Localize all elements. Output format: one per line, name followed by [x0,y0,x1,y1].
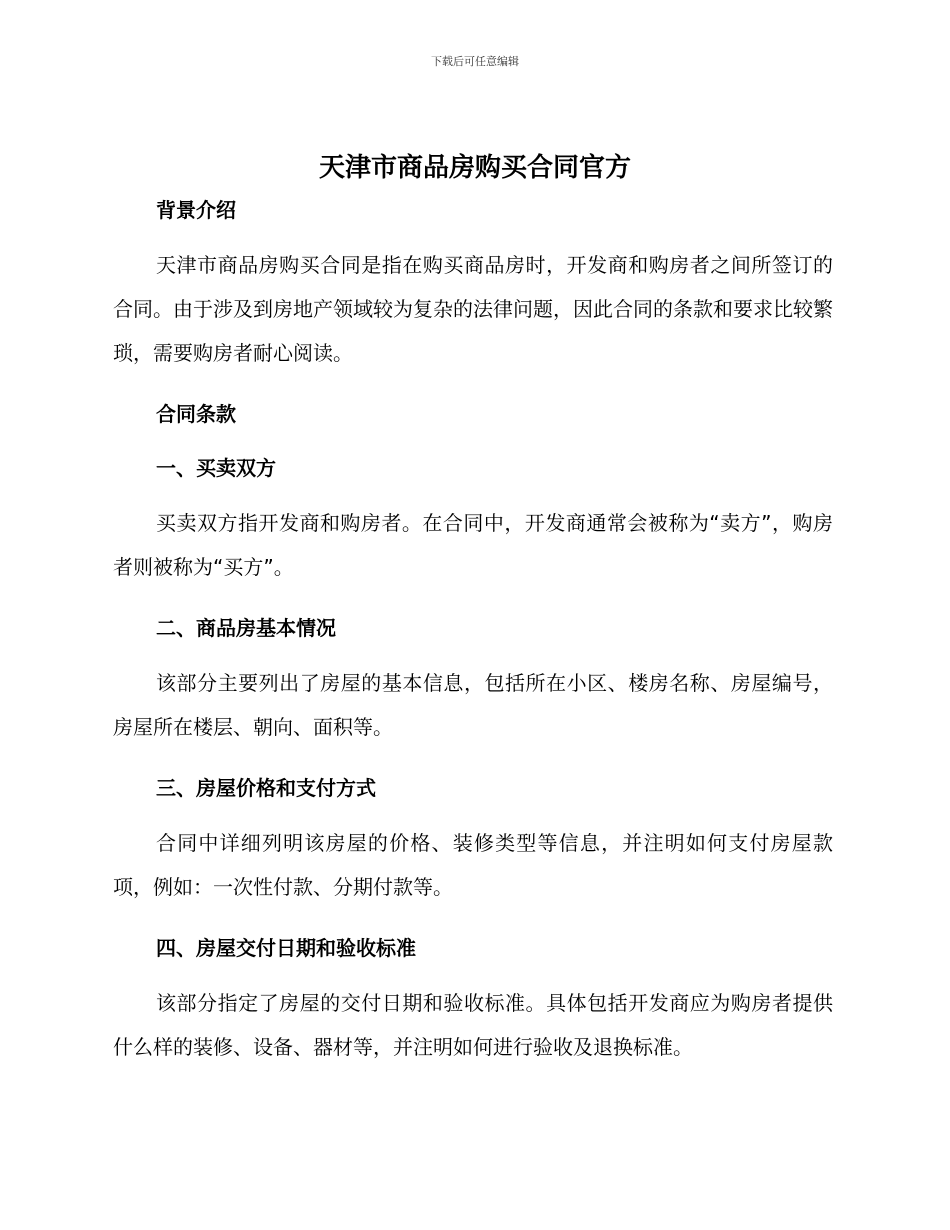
section-1-heading: 一、买卖双方 [156,456,276,480]
background-heading: 背景介绍 [156,198,236,222]
document-body [113,195,833,1069]
section-4-heading: 四、房屋交付日期和验收标准 [156,936,416,960]
document-title: 天津市商品房购买合同官方 [318,153,631,183]
section-2-paragraph: 该部分主要列出了房屋的基本信息，包括所在小区、楼房名称、房屋编号，房屋所在楼层、朝向、面积等。 [113,671,833,739]
background-paragraph: 天津市商品房购买合同是指在购买商品房时，开发商和购房者之间所签订的合同。由于涉及到房地产领域较为复杂的法律问题，因此合同的条款和要求比较繁琐，需要购房者耐心阅读。 [113,253,833,365]
section-3-paragraph: 合同中详细列明该房屋的价格、装修类型等信息，并注明如何支付房屋款项，例如：一次性付款、分期付款等。 [113,831,833,899]
section-4-paragraph: 该部分指定了房屋的交付日期和验收标准。具体包括开发商应为购房者提供什么样的装修、设备、器材等，并注明如何进行验收及退换标准。 [113,991,833,1059]
section-2-heading: 二、商品房基本情况 [156,616,336,640]
terms-heading: 合同条款 [156,402,236,426]
section-3-heading: 三、房屋价格和支付方式 [156,776,376,800]
header-note: 下载后可任意编辑 [431,55,519,68]
section-1-paragraph: 买卖双方指开发商和购房者。在合同中，开发商通常会被称为“卖方”，购房者则被称为“买方”。 [113,511,833,579]
